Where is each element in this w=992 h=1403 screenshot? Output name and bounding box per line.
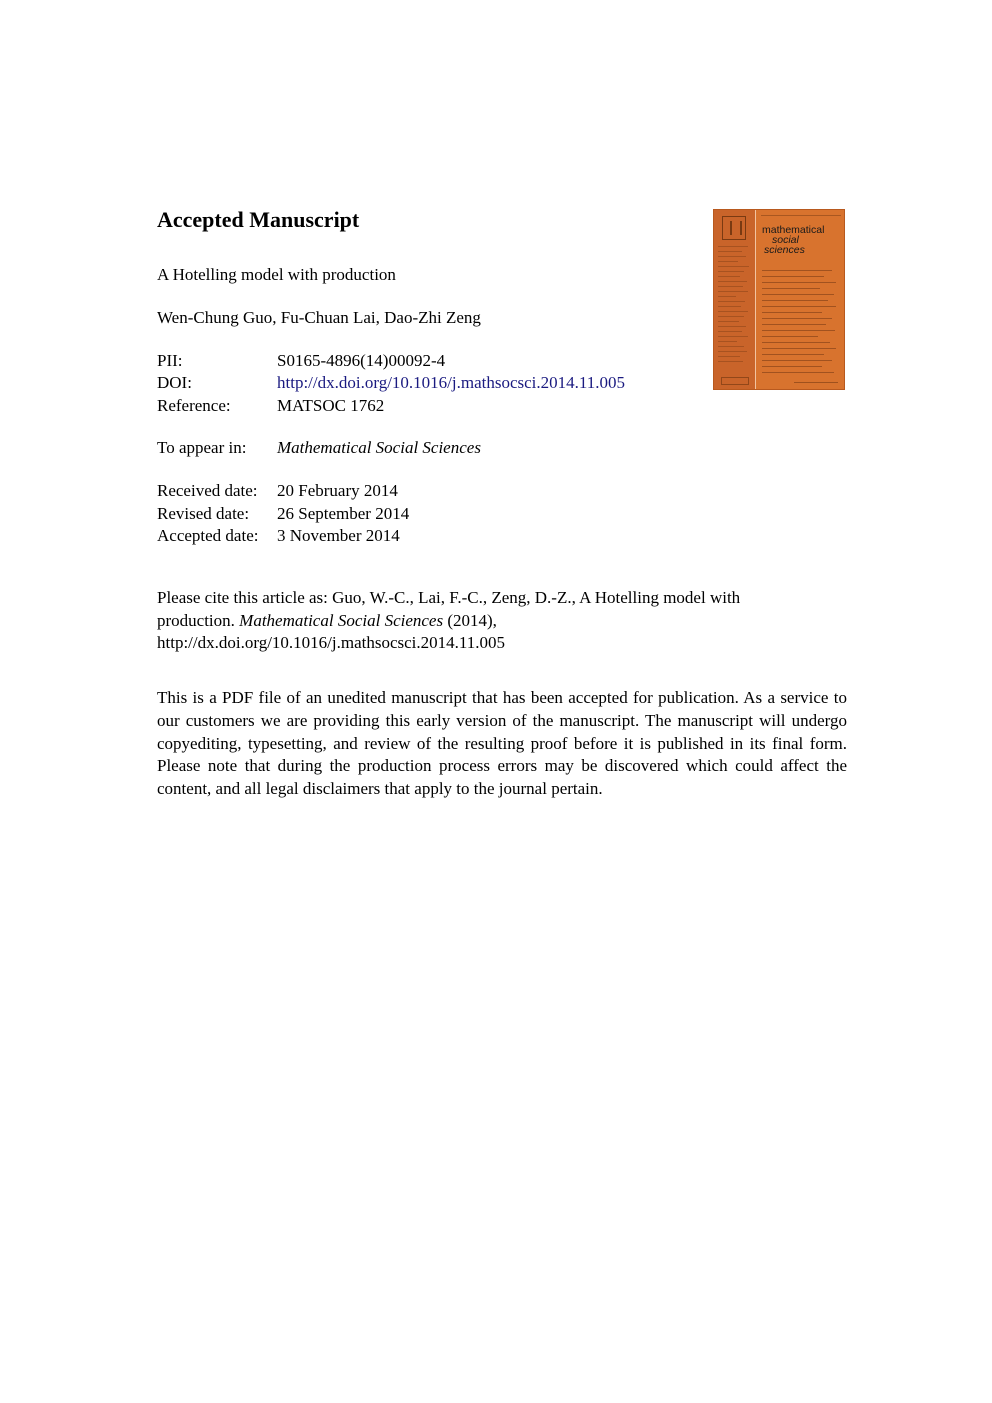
pii-label: PII: <box>157 351 183 370</box>
cover-title-line-2: social <box>772 234 799 246</box>
accepted-row <box>157 525 400 547</box>
cover-title-line-1: mathematical <box>762 224 825 236</box>
revised-value: 26 September 2014 <box>277 504 410 523</box>
publisher-logo-icon <box>722 216 746 240</box>
received-label: Received date: <box>157 481 258 500</box>
article-title: A Hotelling model with production <box>157 265 396 284</box>
page-heading: Accepted Manuscript <box>157 207 360 232</box>
appear-row <box>157 437 481 459</box>
citation-line-2 <box>157 610 847 633</box>
citation-line-1: Please cite this article as: Guo, W.-C., Lai, F.-C., Zeng, D.-Z., A Hotelling model with <box>157 588 741 607</box>
reference-value: MATSOC 1762 <box>277 396 385 415</box>
doi-label: DOI: <box>157 373 192 392</box>
reference-label: Reference: <box>157 396 231 415</box>
citation-year: (2014), <box>443 610 497 630</box>
journal-cover-image <box>713 209 845 390</box>
accepted-value: 3 November 2014 <box>277 526 400 545</box>
received-row <box>157 480 398 502</box>
cover-footer-rule <box>794 382 838 383</box>
citation-journal: Mathematical Social Sciences <box>239 610 444 630</box>
cover-contents-list <box>762 270 838 378</box>
cover-side-text <box>718 246 751 366</box>
reference-row <box>157 395 384 417</box>
publisher-wordmark <box>721 377 749 385</box>
cover-top-rule <box>761 215 841 219</box>
appear-label: To appear in: <box>157 438 247 457</box>
journal-name: Mathematical Social Sciences <box>277 438 481 457</box>
accepted-label: Accepted date: <box>157 526 259 545</box>
citation-url: http://dx.doi.org/10.1016/j.mathsocsci.2014.11.005 <box>157 633 506 652</box>
cover-journal-title <box>762 225 824 255</box>
cover-left-panel <box>714 210 756 389</box>
pii-row <box>157 350 445 372</box>
received-value: 20 February 2014 <box>277 481 398 500</box>
revised-label: Revised date: <box>157 504 250 523</box>
citation-block <box>157 587 847 655</box>
pii-value: S0165-4896(14)00092-4 <box>277 351 446 370</box>
cover-title-line-3: sciences <box>764 244 805 256</box>
disclaimer-paragraph: This is a PDF file of an unedited manuscript that has been accepted for publication. As a service to our customers we are providing this early version of the manuscript. The manuscript will undergo copyediting, typesetting, and review of the resulting proof before it is published in its final form. Please note that during the production process errors may be discovered which could affect the content, and all legal disclaimers that apply to the journal pertain. <box>157 688 847 799</box>
revised-row <box>157 503 409 525</box>
doi-link[interactable]: http://dx.doi.org/10.1016/j.mathsocsci.2014.11.005 <box>277 373 626 392</box>
citation-prefix: production. <box>157 610 240 630</box>
authors: Wen-Chung Guo, Fu-Chuan Lai, Dao-Zhi Zeng <box>157 308 481 327</box>
doi-row <box>157 372 625 394</box>
